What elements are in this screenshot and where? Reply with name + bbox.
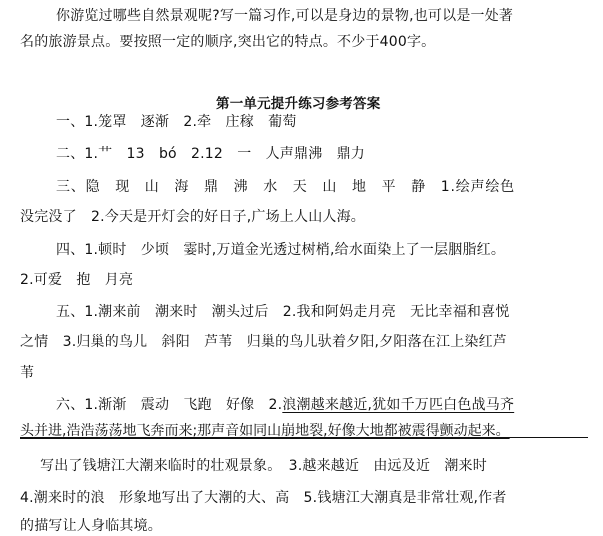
prompt-line-2: 名的旅游景点。要按照一定的顺序,突出它的特点。不少于400字。: [20, 34, 436, 50]
answer-q3-line-2: 没完没了 2.今天是开灯会的好日子,广场上人山人海。: [20, 209, 366, 225]
answer-q5-line-1: 五、1.潮来前 潮来时 潮头过后 2.我和阿妈走月亮 无比幸福和喜悦: [56, 304, 510, 320]
answer-q1: 一、1.笼罩 逐渐 2.牵 庄稼 葡萄: [56, 114, 297, 130]
answer-q5-line-3: 苇: [20, 365, 35, 381]
answer-q3-line-1: 三、隐 现 山 海 鼎 沸 水 天 山 地 平 静 1.绘声绘色: [56, 179, 515, 195]
answer-q6-line-1: [56, 395, 514, 415]
answer-q4-line-1: 四、1.顿时 少顷 霎时,万道金光透过树梢,给水面染上了一层胭脂红。: [56, 242, 506, 258]
answer-q5-line-2: 之情 3.归巢的鸟儿 斜阳 芦苇 归巢的鸟儿驮着夕阳,夕阳落在江上染红芦: [20, 334, 508, 350]
answer-q2: 二、1.艹 13 bó 2.12 一 人声鼎沸 鼎力: [56, 146, 365, 162]
answer-q6-line-4: 4.潮来时的浪 形象地写出了大潮的大、高 5.钱塘江大潮真是非常壮观,作者: [20, 490, 507, 506]
underline-rule: [20, 437, 588, 438]
answer-q6-line-1-plain: 六、1.渐渐 震动 飞跑 好像 2.: [56, 397, 283, 413]
answer-q6-line-5: 的描写让人身临其境。: [20, 518, 162, 534]
answer-q4-line-2: 2.可爱 抱 月亮: [20, 272, 134, 288]
answer-q6-underlined-sentence-part-2: 头并进,浩浩荡荡地飞奔而来;那声音如同山崩地裂,好像大地都被震得颤动起来。: [20, 423, 510, 439]
prompt-line-1: 你游览过哪些自然景观呢?写一篇习作,可以是身边的景物,也可以是一处著: [56, 8, 514, 24]
answer-q6-underlined-sentence-part-1: 浪潮越来越近,犹如千万匹白色战马齐: [282, 397, 515, 413]
answer-q6-line-3: 写出了钱塘江大潮来临时的壮观景象。 3.越来越近 由远及近 潮来时: [40, 458, 487, 474]
answers-title: 第一单元提升练习参考答案: [216, 96, 381, 112]
